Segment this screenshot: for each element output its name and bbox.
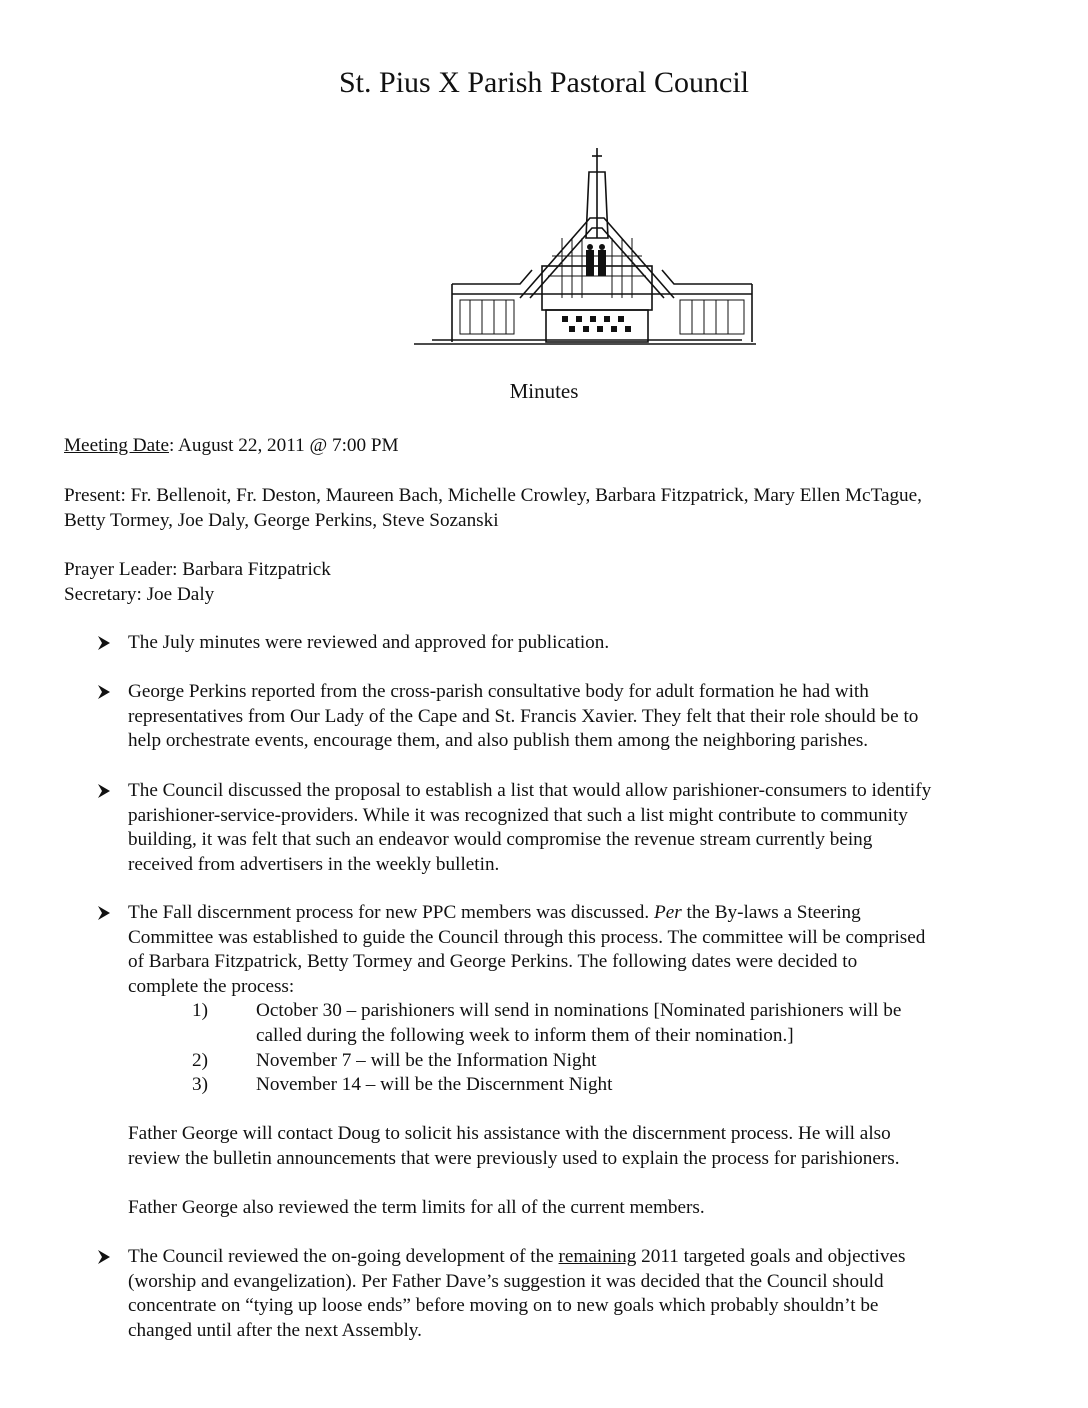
meeting-date	[64, 434, 1044, 459]
secretary: Secretary: Joe Daly	[64, 583, 215, 605]
meeting-date-value: : August 22, 2011 @ 7:00 PM	[168, 435, 399, 456]
item-text-part: the By-laws a Steering	[681, 902, 861, 923]
numbered-item-text: called during the following week to inform them of their nomination.]	[256, 1024, 794, 1046]
item-text: The Council discussed the proposal to establish a list that would allow parishioner-consumers to identify	[128, 780, 932, 801]
item-text: The July minutes were reviewed and approved for publication.	[128, 632, 610, 653]
item-text-emphasis: Per	[653, 902, 682, 923]
item-text	[128, 901, 1028, 926]
item-text: of Barbara Fitzpatrick, Betty Tormey and George Perkins. The following dates were decided to	[128, 951, 858, 973]
item-number: 1)	[192, 1000, 208, 1022]
arrow-bullet-icon	[97, 1249, 111, 1265]
attendees-line: Betty Tormey, Joe Daly, George Perkins, Steve Sozanski	[64, 509, 499, 531]
item-text: help orchestrate events, encourage them, and also publish them among the neighboring parishes.	[128, 730, 869, 752]
arrow-bullet-icon	[97, 783, 111, 799]
paragraph-line: Father George also reviewed the term limits for all of the current members.	[128, 1197, 705, 1218]
item-text: received from advertisers in the weekly bulletin.	[128, 853, 500, 875]
numbered-item-continuation	[128, 1024, 1028, 1049]
numbered-item	[128, 999, 1028, 1024]
attendees	[64, 484, 1044, 533]
paragraph	[128, 1122, 1028, 1171]
paragraph-line: review the bulletin announcements that were previously used to explain the process for parishioners.	[128, 1147, 900, 1169]
item-text: (worship and evangelization). Per Father Dave’s suggestion it was decided that the Council should	[128, 1270, 884, 1292]
numbered-item	[128, 1073, 1028, 1098]
item-text: parishioner-service-providers. While it was recognized that such a list might contribute to community	[128, 804, 908, 826]
roles	[64, 558, 1044, 607]
numbered-item-text: October 30 – parishioners will send in nominations [Nominated parishioners will be	[256, 1000, 902, 1022]
item-text: concentrate on “tying up loose ends” before moving on to new goals which probably shouldn’t be	[128, 1295, 879, 1317]
arrow-bullet-icon	[97, 684, 111, 700]
arrow-bullet-icon	[97, 635, 111, 651]
item-text: George Perkins reported from the cross-parish consultative body for adult formation he had with	[128, 681, 869, 702]
paragraph-line: Father George will contact Doug to solicit his assistance with the discernment process. He will also	[128, 1123, 891, 1144]
item-text: changed until after the next Assembly.	[128, 1319, 422, 1341]
item-text-underlined: remaining	[558, 1246, 637, 1267]
page-title: St. Pius X Parish Pastoral Council	[338, 66, 750, 99]
meeting-date-label: Meeting Date	[64, 435, 169, 456]
item-text-part: 2011 targeted goals and objectives	[636, 1246, 906, 1267]
item-text-part: The Council reviewed the on-going development of the	[128, 1246, 559, 1267]
item-text: complete the process:	[128, 975, 295, 997]
numbered-item	[128, 1049, 1028, 1074]
item-text-part: The Fall discernment process for new PPC members was discussed.	[128, 902, 654, 923]
prayer-leader: Prayer Leader: Barbara Fitzpatrick	[64, 559, 331, 580]
item-text	[128, 1245, 1028, 1270]
item-text: building, it was felt that such an endeavor would compromise the revenue stream currently being	[128, 829, 873, 851]
arrow-bullet-icon	[97, 905, 111, 921]
paragraph	[128, 1196, 1028, 1221]
item-text: representatives from Our Lady of the Cape and St. Francis Xavier. They felt that their role should be to	[128, 705, 919, 727]
item-number: 2)	[192, 1049, 208, 1071]
document-subtitle: Minutes	[509, 379, 579, 403]
numbered-item-text: November 7 – will be the Information Night	[256, 1049, 597, 1071]
church-illustration	[412, 146, 758, 348]
item-text: Committee was established to guide the Council through this process. The committee will be comprised	[128, 926, 926, 948]
attendees-line: Present: Fr. Bellenoit, Fr. Deston, Maureen Bach, Michelle Crowley, Barbara Fitzpatrick, Mary Ellen McTague,	[64, 485, 922, 506]
item-number: 3)	[192, 1074, 208, 1096]
numbered-item-text: November 14 – will be the Discernment Night	[256, 1074, 613, 1096]
